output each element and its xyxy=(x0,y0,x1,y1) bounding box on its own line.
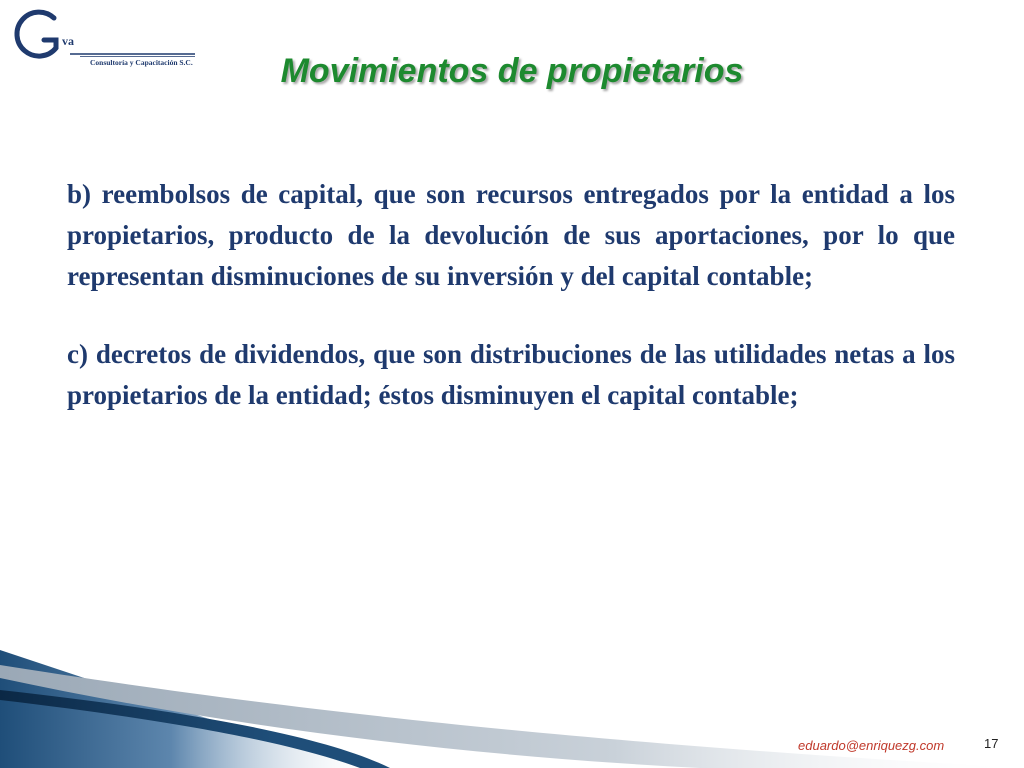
slide-content xyxy=(67,174,955,453)
logo-letters: va xyxy=(62,34,74,48)
slide-number: 17 xyxy=(984,736,999,751)
paragraph-reembolsos: b) reembolsos de capital, que son recursos entregados por la entidad a los propietarios, producto de la devolución de sus aportaciones, por lo que representan disminuciones de su inversión y del capital contable; xyxy=(67,179,955,291)
logo-tagline: Consultoría y Capacitación S.C. xyxy=(90,58,193,67)
paragraph-dividendos: c) decretos de dividendos, que son distribuciones de las utilidades netas a los propietarios de la entidad; éstos disminuyen el capital contable; xyxy=(67,339,955,410)
slide-title: Movimientos de propietarios xyxy=(280,52,744,90)
footer-email-link[interactable]: eduardo@enriquezg.com xyxy=(798,738,945,753)
